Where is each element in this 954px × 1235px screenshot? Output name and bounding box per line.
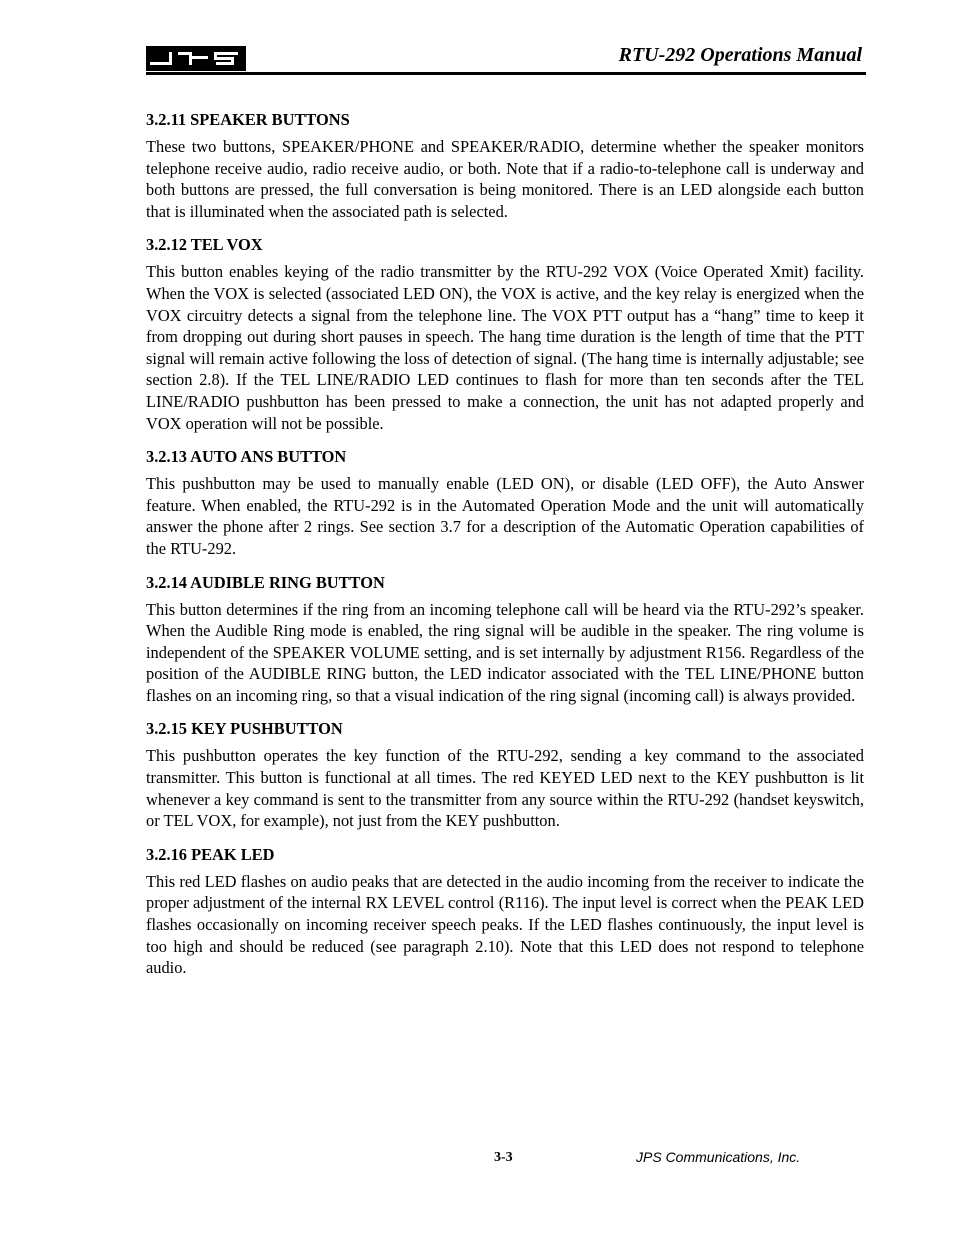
company-name: JPS Communications, Inc. — [636, 1149, 801, 1165]
section-tel-vox — [146, 234, 864, 434]
section-body: These two buttons, SPEAKER/PHONE and SPEAKER/RADIO, determine whether the speaker monitors telephone receive audio, radio receive audio, or both. Note that if a radio-to-telephone call is underway and both buttons are pressed, the full conversation is being monitored. There is an LED alongside each button that is illuminated when the associated path is selected. — [146, 137, 864, 221]
section-speaker-buttons — [146, 109, 864, 222]
section-key-pushbutton — [146, 718, 864, 831]
section-heading: 3.2.12 TEL VOX — [146, 235, 263, 255]
page-content — [146, 109, 864, 991]
jps-logo-icon — [146, 46, 246, 71]
header-rule — [146, 72, 866, 75]
section-heading: 3.2.11 SPEAKER BUTTONS — [146, 110, 350, 129]
page-number: 3-3 — [494, 1150, 513, 1165]
section-body: This pushbutton may be used to manually enable (LED ON), or disable (LED OFF), the Auto Answer feature. When enabled, the RTU-292 is in the Automated Operation Mode and the unit will automatically answer the phone after 2 rings. See section 3.7 for a description of the Automatic Operation capabilities of the RTU-292. — [146, 474, 864, 558]
section-body: This button enables keying of the radio transmitter by the RTU-292 VOX (Voice Operated Xmit) facility. When the VOX is selected (associated LED ON), the VOX is active, and the key relay is energized when the VOX circuitry detects a signal from the telephone line. The VOX PTT output has a “hang” time to keep it from dropping out during short pauses in speech. The hang time duration is the length of time that the PTT signal will remain active following the loss of detection of signal. (The hang time is internally adjustable; see section 2.8). If the TEL LINE/RADIO LED continues to flash for more than ten seconds after the TEL LINE/RADIO pushbutton has been pressed to make a connection, the unit has not adapted properly and VOX operation will not be possible. — [146, 262, 864, 433]
section-body: This pushbutton operates the key function of the RTU-292, sending a key command to the associated transmitter. This button is functional at all times. The red KEYED LED next to the KEY pushbutton is lit whenever a key command is sent to the transmitter from any source within the RTU-292 (handset keyswitch, or TEL VOX, for example), not just from the KEY pushbutton. — [146, 746, 864, 831]
section-heading: 3.2.13 AUTO ANS BUTTON — [146, 447, 347, 467]
section-audible-ring-button — [146, 572, 864, 707]
section-heading: 3.2.14 AUDIBLE RING BUTTON — [146, 572, 385, 592]
section-body: This button determines if the ring from an incoming telephone call will be heard via the RTU-292’s speaker. When the Audible Ring mode is enabled, the ring signal will be audible in the speaker. The ring volume is independent of the SPEAKER VOLUME setting, and is set internally by adjustment R156. Regardless of the position of the AUDIBLE RING button, the LED indicator associated with the TEL LINE/PHONE button flashes on an incoming ring, so that a visual indication of the ring signal (incoming call) is always provided. — [146, 599, 864, 705]
section-peak-led — [146, 844, 864, 979]
document-title: RTU-292 Operations Manual — [618, 44, 862, 66]
section-heading: 3.2.15 KEY PUSHBUTTON — [146, 719, 343, 739]
section-auto-ans-button — [146, 446, 864, 559]
section-body: This red LED flashes on audio peaks that are detected in the audio incoming from the receiver to indicate the proper adjustment of the internal RX LEVEL control (R116). The input level is correct when the PEAK LED flashes occasionally on incoming receiver speech peaks. If the LED flashes continuously, the input level is too high and should be reduced (see paragraph 2.10). Note that this LED does not respond to telephone audio. — [146, 871, 864, 978]
section-heading: 3.2.16 PEAK LED — [146, 844, 275, 864]
